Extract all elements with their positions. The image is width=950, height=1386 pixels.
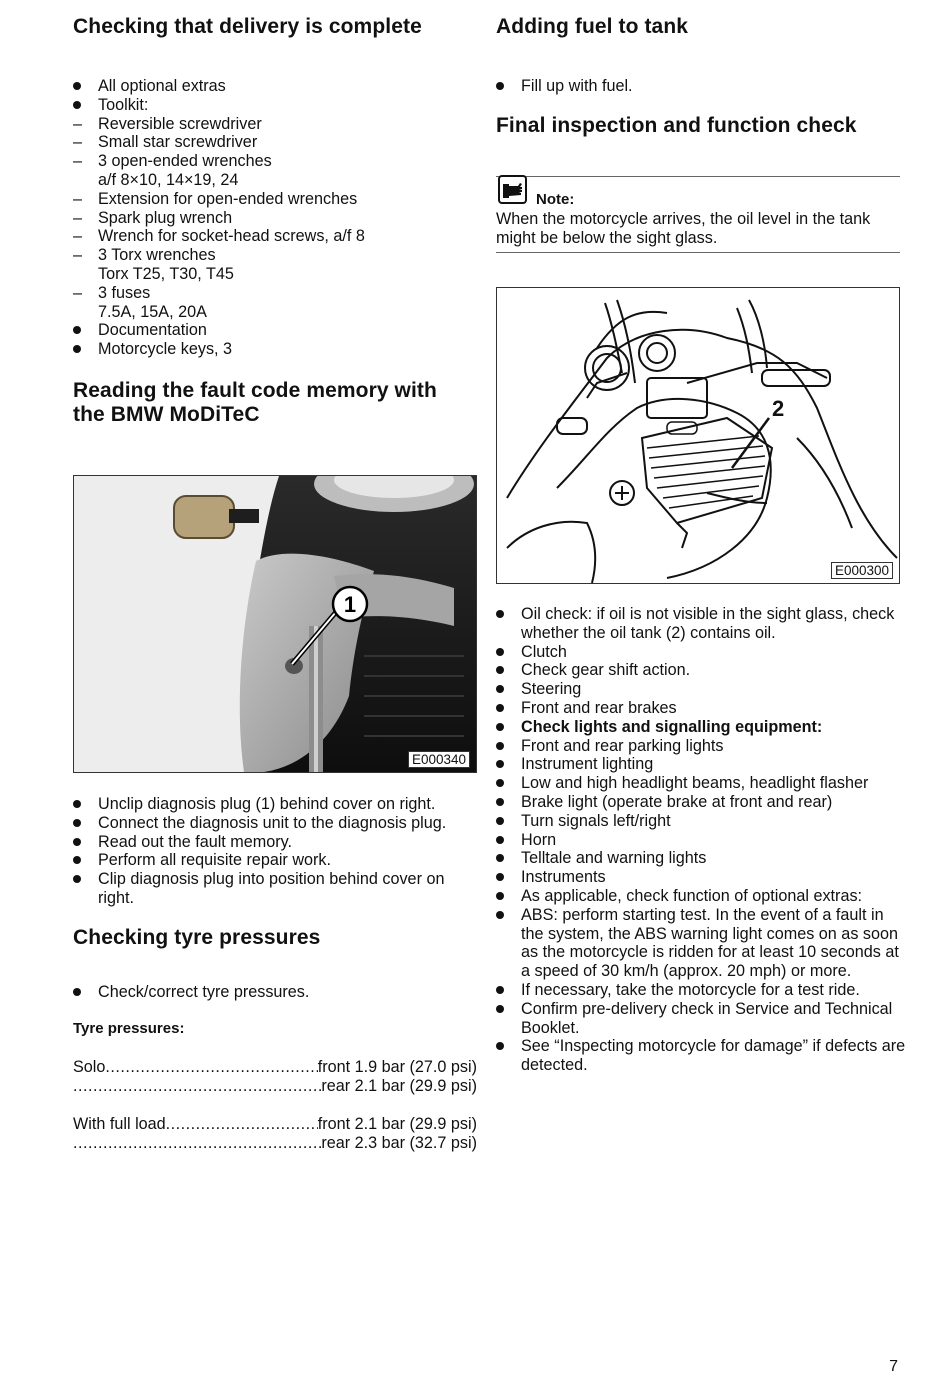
list-item-text: Reversible screwdriver	[98, 114, 262, 133]
list-item	[73, 190, 483, 209]
list-item	[496, 699, 906, 718]
bullet-icon	[73, 345, 81, 353]
list-item	[496, 887, 906, 906]
list-item-text: Unclip diagnosis plug (1) behind cover on right.	[98, 795, 436, 813]
bullet-icon	[496, 666, 504, 674]
bullet-icon	[496, 760, 504, 768]
list-item	[496, 812, 906, 831]
fault-heading-line1: Reading the fault code memory with	[73, 379, 437, 402]
list-item	[496, 868, 906, 887]
bullet-icon	[496, 723, 504, 731]
list-item	[73, 115, 483, 134]
fuel-heading: Adding fuel to tank	[496, 15, 689, 38]
fuel-steps	[496, 77, 906, 96]
diagnosis-plug-figure	[73, 475, 477, 773]
list-item	[73, 303, 483, 322]
list-item	[496, 793, 906, 812]
list-item-text: Extension for open-ended wrenches	[98, 189, 358, 208]
load-rear-value: rear 2.3 bar (32.7 psi)	[321, 1134, 477, 1152]
bullet-icon	[73, 875, 81, 883]
list-item	[496, 1037, 906, 1075]
list-item-text: 7.5A, 15A, 20A	[98, 302, 207, 321]
bullet-icon	[73, 856, 81, 864]
fault-heading-line2: the BMW MoDiTeC	[73, 403, 260, 426]
load-front-value: front 2.1 bar (29.9 psi)	[317, 1115, 477, 1133]
list-item	[73, 96, 483, 115]
bullet-icon	[496, 1042, 504, 1050]
bullet-icon	[496, 82, 504, 90]
callout-2-label: 2	[772, 396, 785, 421]
bullet-icon	[73, 82, 81, 90]
list-item	[496, 906, 906, 981]
list-item	[73, 246, 483, 265]
list-item	[73, 851, 483, 870]
fault-steps	[73, 795, 483, 908]
list-item-text: Clip diagnosis plug into position behind cover on right.	[98, 870, 445, 907]
bullet-icon	[73, 326, 81, 334]
bullet-icon	[496, 817, 504, 825]
list-item-text: Check lights and signalling equipment:	[521, 717, 823, 736]
bullet-icon	[496, 704, 504, 712]
fault-heading	[73, 379, 483, 427]
oil-tank-figure	[496, 287, 900, 584]
list-item	[496, 605, 906, 643]
motorcycle-front-photo	[74, 476, 476, 772]
solo-label: Solo	[73, 1058, 106, 1076]
list-item-text: Motorcycle keys, 3	[98, 340, 233, 359]
list-item	[496, 643, 906, 662]
note-bottom-rule	[496, 252, 900, 253]
list-item	[496, 718, 906, 737]
bullet-icon	[73, 988, 81, 996]
list-item-text: 3 fuses	[98, 283, 151, 302]
list-item-text: Horn	[521, 830, 557, 849]
list-item-text: Torx T25, T30, T45	[98, 264, 234, 283]
list-item	[496, 1000, 906, 1038]
oil-tank-drawing	[497, 288, 899, 583]
list-item-text: Wrench for socket-head screws, a/f 8	[98, 227, 365, 246]
list-item-text: Check gear shift action.	[521, 661, 691, 680]
bullet-icon	[496, 911, 504, 919]
list-item-text: Perform all requisite repair work.	[98, 851, 331, 870]
solo-front-value: front 1.9 bar (27.0 psi)	[317, 1058, 477, 1076]
list-item	[496, 737, 906, 756]
load-rear-row	[73, 1134, 477, 1153]
list-item-text: Documentation	[98, 321, 207, 340]
list-item-text: a/f 8×10, 14×19, 24	[98, 170, 239, 189]
note-text: When the motorcycle arrives, the oil level in the tank might be below the sight glass.	[496, 210, 871, 247]
list-item	[73, 133, 483, 152]
list-item	[496, 680, 906, 699]
list-item	[496, 77, 906, 96]
list-item-text: Confirm pre-delivery check in Service and Technical Booklet.	[521, 999, 893, 1037]
bullet-icon	[73, 800, 81, 808]
list-item	[73, 983, 483, 1002]
list-item	[496, 661, 906, 680]
list-item	[73, 209, 483, 228]
dash-marker: –	[73, 152, 83, 171]
load-label: With full load	[73, 1115, 166, 1133]
list-item-text: Oil check: if oil is not visible in the sight glass, check whether the oil tank (2) contains oil.	[521, 605, 895, 642]
bullet-icon	[73, 101, 81, 109]
note-top-rule	[496, 176, 900, 177]
bullet-icon	[496, 648, 504, 656]
note-hand-icon	[498, 175, 528, 205]
bullet-icon	[496, 610, 504, 618]
dash-marker: –	[73, 114, 83, 133]
list-item	[73, 171, 483, 190]
list-item-text: ABS: perform starting test. In the event of a fault in the system, the ABS warning light comes on as soon as the motorcycle is ridden for at least 10 seconds at a speed of 30 km/h (approx. 20 mph) or more.	[521, 905, 899, 981]
list-item-text: If necessary, take the motorcycle for a test ride.	[521, 980, 860, 999]
dash-marker: –	[73, 189, 83, 208]
list-item	[496, 849, 906, 868]
dash-marker: –	[73, 133, 83, 152]
list-item	[73, 284, 483, 303]
list-item-text: Read out the fault memory.	[98, 832, 293, 851]
list-item-text: Fill up with fuel.	[521, 77, 633, 95]
list-item-text: As applicable, check function of optional extras:	[521, 886, 863, 905]
figure-code-e000340: E000340	[408, 751, 470, 768]
list-item-text: Connect the diagnosis unit to the diagnosis plug.	[98, 813, 447, 832]
dash-marker: –	[73, 208, 83, 227]
delivery-heading: Checking that delivery is complete	[73, 15, 422, 38]
bullet-icon	[496, 1005, 504, 1013]
tyres-heading: Checking tyre pressures	[73, 926, 321, 949]
solo-front-row	[73, 1058, 477, 1077]
list-item	[73, 265, 483, 284]
list-item	[73, 870, 483, 908]
bullet-icon	[496, 854, 504, 862]
list-item-text: Front and rear brakes	[521, 698, 677, 717]
page-number: 7	[889, 1358, 898, 1375]
bullet-icon	[496, 798, 504, 806]
bullet-icon	[73, 838, 81, 846]
bullet-icon	[496, 986, 504, 994]
list-item-text: Clutch	[521, 642, 567, 661]
list-item-text: See “Inspecting motorcycle for damage” if defects are detected.	[521, 1037, 906, 1075]
list-item-text: Toolkit:	[98, 95, 149, 114]
list-item-text: Low and high headlight beams, headlight flasher	[521, 774, 869, 793]
bullet-icon	[496, 873, 504, 881]
tyre-pressure-table	[73, 1058, 477, 1153]
dash-marker: –	[73, 246, 83, 265]
tyre-pressures-subheading: Tyre pressures:	[73, 1020, 185, 1037]
list-item-text: Check/correct tyre pressures.	[98, 983, 310, 1001]
list-item	[496, 774, 906, 793]
list-item	[73, 340, 483, 359]
bullet-icon	[73, 819, 81, 827]
list-item-text: Instruments	[521, 868, 606, 887]
list-item	[496, 755, 906, 774]
final-inspection-checklist	[496, 605, 906, 1075]
list-item-text: Steering	[521, 680, 582, 699]
list-item	[73, 833, 483, 852]
list-item-text: All optional extras	[98, 77, 226, 95]
tyre-steps	[73, 983, 483, 1002]
figure-code-e000300: E000300	[831, 562, 893, 579]
list-item	[73, 227, 483, 246]
solo-rear-value: rear 2.1 bar (29.9 psi)	[321, 1077, 477, 1095]
bullet-icon	[496, 836, 504, 844]
solo-rear-row	[73, 1077, 477, 1096]
list-item	[73, 321, 483, 340]
list-item	[73, 795, 483, 814]
callout-1-label: 1	[343, 592, 357, 617]
note-label: Note:	[536, 191, 575, 208]
bullet-icon	[496, 742, 504, 750]
bullet-icon	[496, 685, 504, 693]
list-item-text: 3 Torx wrenches	[98, 246, 216, 265]
list-item-text: Brake light (operate brake at front and rear)	[521, 792, 833, 811]
list-item	[73, 152, 483, 171]
list-item-text: Turn signals left/right	[521, 811, 671, 830]
list-item-text: Instrument lighting	[521, 755, 654, 774]
final-heading: Final inspection and function check	[496, 114, 857, 137]
delivery-checklist	[73, 77, 483, 359]
bullet-icon	[496, 892, 504, 900]
dash-marker: –	[73, 227, 83, 246]
list-item-text: Front and rear parking lights	[521, 736, 724, 755]
list-item	[496, 981, 906, 1000]
dash-marker: –	[73, 283, 83, 302]
list-item-text: Small star screwdriver	[98, 133, 258, 152]
list-item	[496, 831, 906, 850]
turn-signal	[174, 496, 234, 538]
list-item-text: Telltale and warning lights	[521, 849, 707, 868]
list-item	[73, 77, 483, 96]
bullet-icon	[496, 779, 504, 787]
load-front-row	[73, 1115, 477, 1134]
list-item-text: Spark plug wrench	[98, 208, 233, 227]
list-item-text: 3 open-ended wrenches	[98, 152, 272, 171]
list-item	[73, 814, 483, 833]
